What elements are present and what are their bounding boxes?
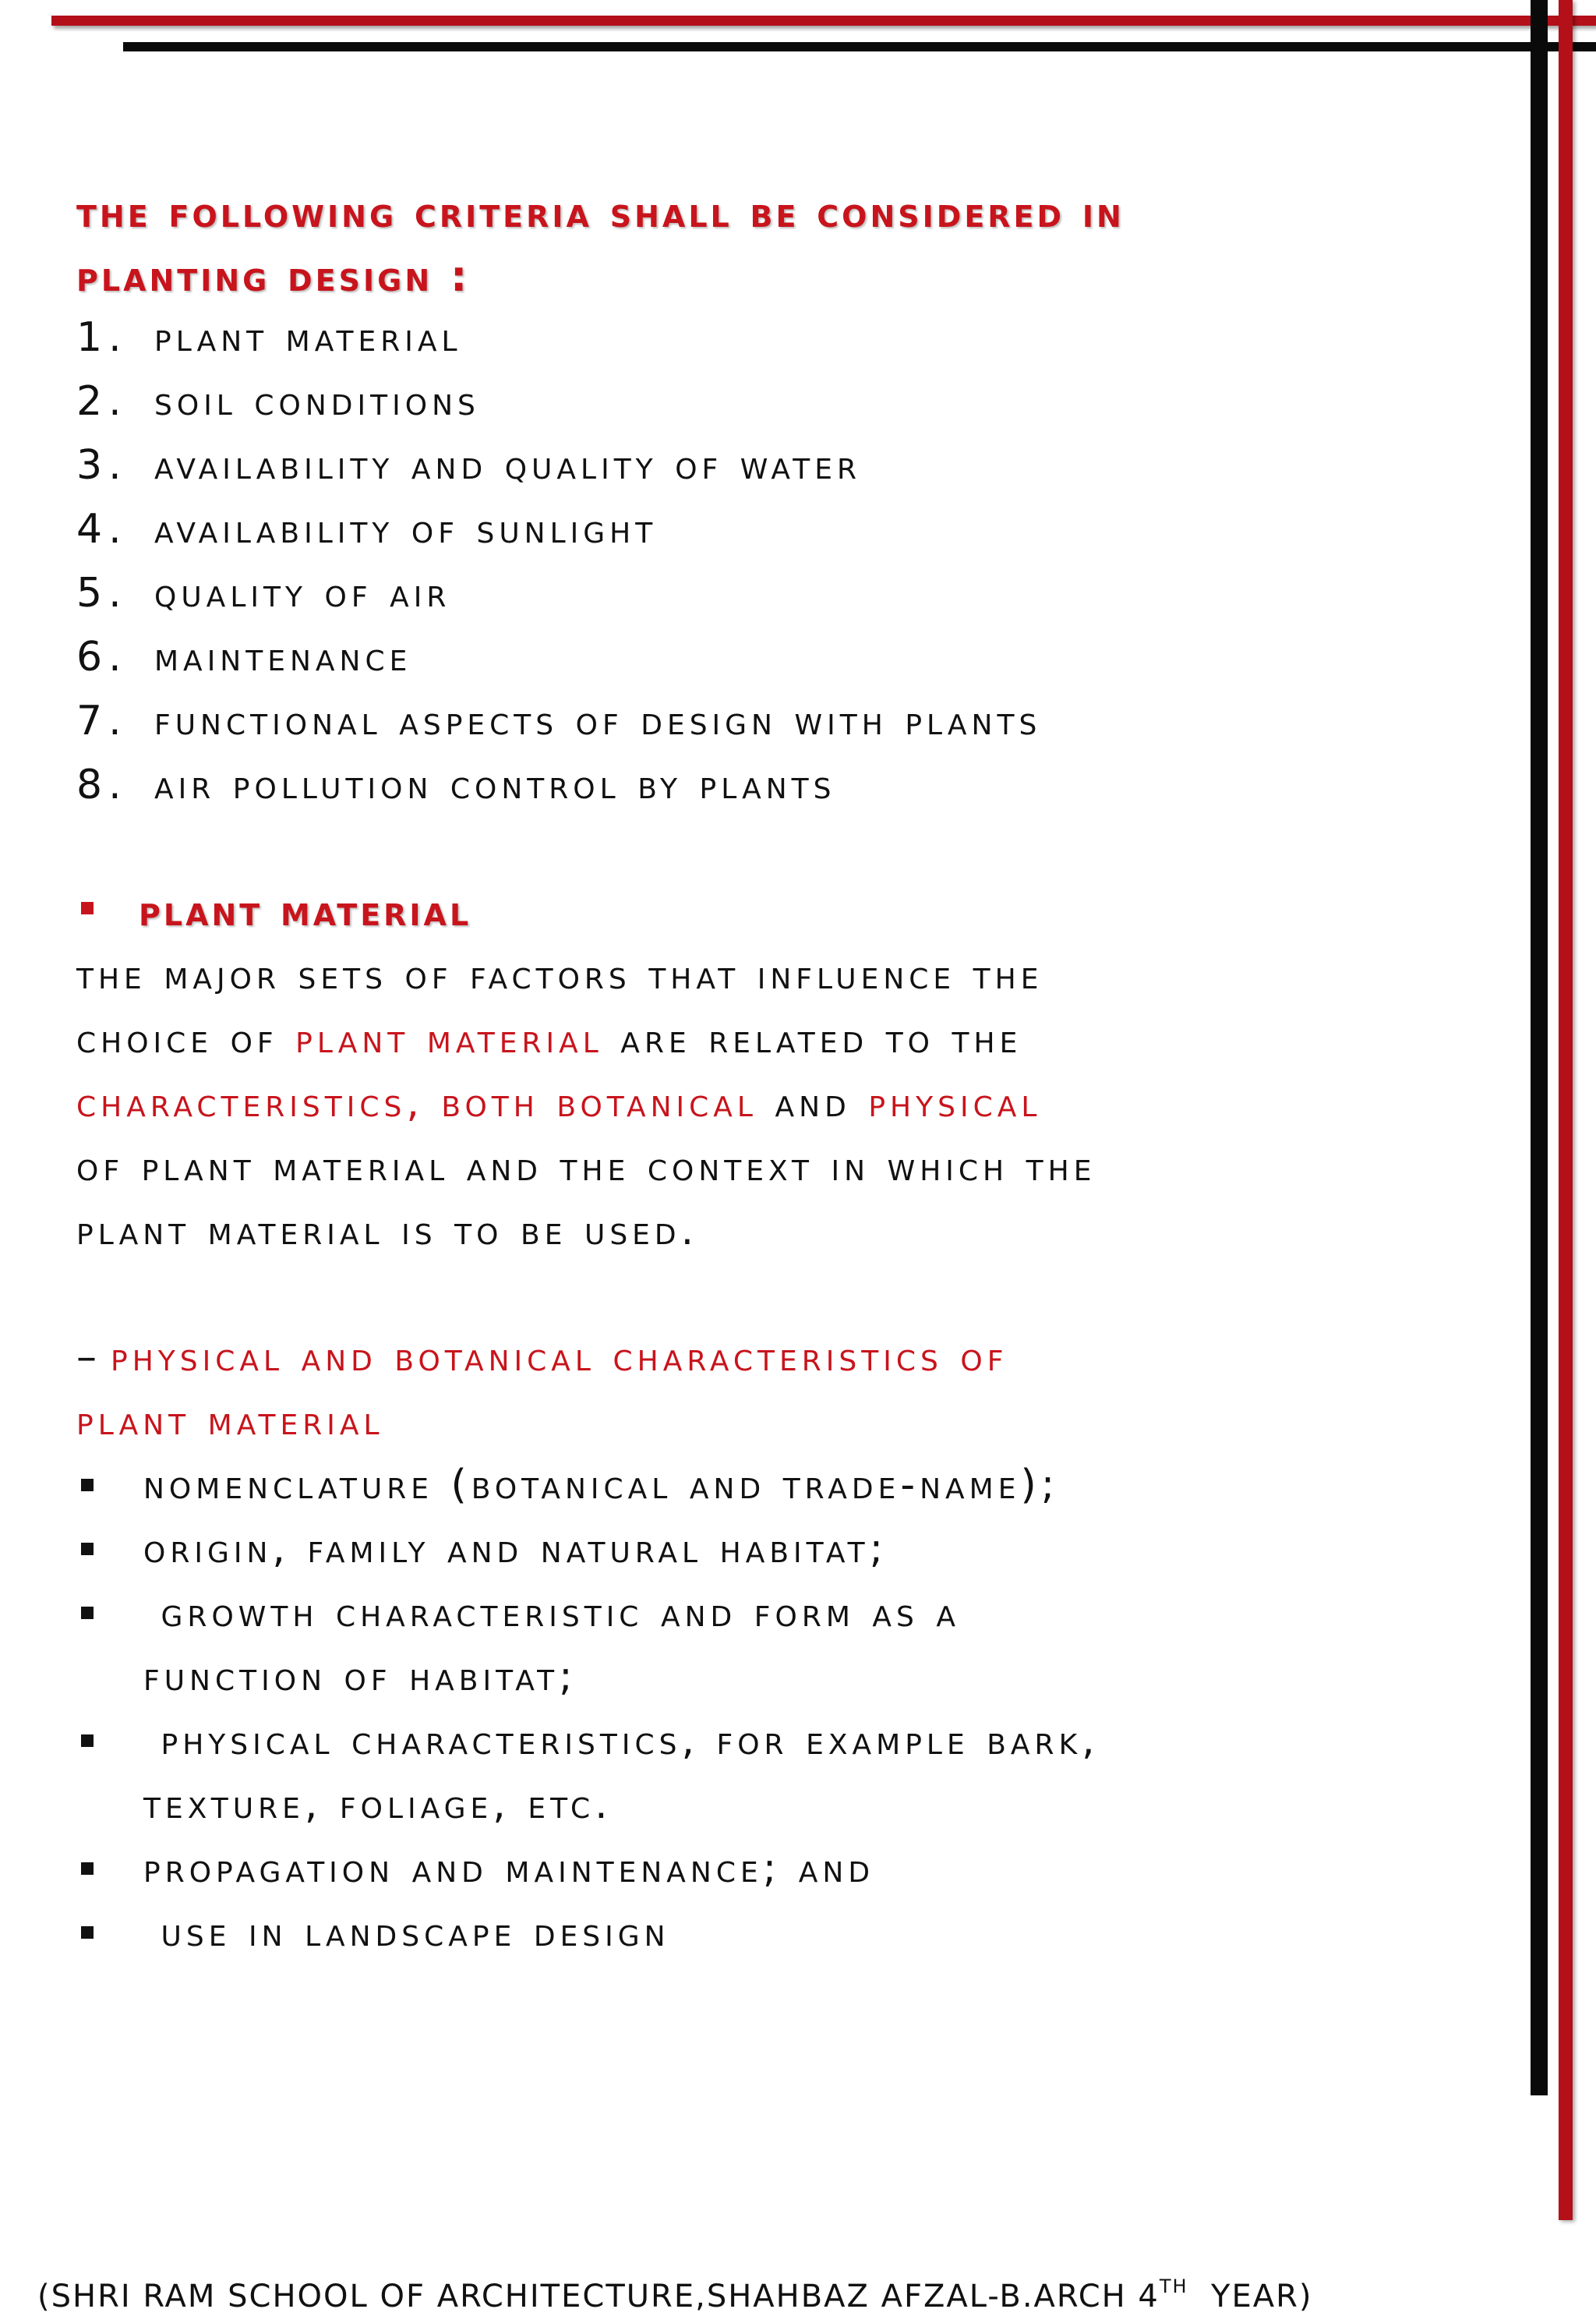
criteria-heading xyxy=(76,181,1495,309)
subsection-title-line-2: plant material xyxy=(76,1398,384,1444)
list-item-continuation: function of habitat; xyxy=(143,1653,577,1700)
criteria-number: 6. xyxy=(76,634,128,681)
section-title-text: plant material xyxy=(139,886,472,935)
paragraph-line xyxy=(76,1007,1495,1071)
right-red-rule xyxy=(1559,0,1573,2220)
criteria-number: 7. xyxy=(76,698,128,744)
criteria-item xyxy=(76,369,1041,433)
footer-credit xyxy=(37,2267,1588,2316)
list-item xyxy=(76,1517,1495,1581)
criteria-text: plant material xyxy=(154,314,462,361)
highlight-text: characteristics, both botanical xyxy=(76,1080,757,1126)
criteria-number: 4. xyxy=(76,506,128,553)
list-item xyxy=(76,1581,1495,1709)
criteria-number: 2. xyxy=(76,378,128,425)
section-title xyxy=(76,879,471,943)
highlight-text: physical xyxy=(868,1080,1042,1126)
criteria-text: air pollution control by plants xyxy=(154,762,836,808)
criteria-list xyxy=(76,306,1041,817)
list-item-text: physical characteristics, for example bark, xyxy=(143,1717,1100,1764)
characteristics-list xyxy=(76,1453,1495,1964)
list-item xyxy=(76,1901,1495,1964)
footer-superscript: TH xyxy=(1159,2275,1188,2297)
list-item-text: nomenclature (botanical and trade-name); xyxy=(143,1462,1060,1508)
dash-glyph: – xyxy=(76,1334,97,1381)
footer-text: (SHRI RAM SCHOOL OF ARCHITECTURE,SHAHBAZ AFZAL-B.ARCH 4 xyxy=(37,2279,1160,2314)
criteria-number: 3. xyxy=(76,442,128,489)
criteria-item xyxy=(76,306,1041,369)
list-item xyxy=(76,1453,1495,1517)
top-black-rule xyxy=(123,42,1596,51)
square-bullet-icon xyxy=(81,902,94,914)
criteria-number: 1. xyxy=(76,314,128,361)
criteria-item xyxy=(76,561,1041,625)
top-red-rule xyxy=(51,16,1596,26)
paragraph-line xyxy=(76,1071,1495,1135)
list-item xyxy=(76,1709,1495,1837)
criteria-heading-line-1: the following criteria shall be considered in xyxy=(76,188,1125,237)
list-item-text: growth characteristic and form as a xyxy=(143,1589,961,1636)
criteria-item xyxy=(76,497,1041,561)
list-item xyxy=(76,1837,1495,1901)
footer-text-end: YEAR) xyxy=(1188,2279,1313,2314)
criteria-text: quality of air xyxy=(154,570,451,617)
list-item-continuation: texture, foliage, etc. xyxy=(143,1781,613,1828)
list-item-text: origin, family and natural habitat; xyxy=(143,1526,888,1572)
list-item-text: use in landscape design xyxy=(143,1909,670,1956)
highlight-text: plant material xyxy=(295,1016,603,1063)
criteria-text: maintenance xyxy=(154,634,412,681)
criteria-item xyxy=(76,689,1041,753)
paragraph-line: of plant material and the context in which the xyxy=(76,1144,1096,1190)
section-paragraph xyxy=(76,943,1495,1263)
paragraph-line: plant material is to be used. xyxy=(76,1208,699,1254)
right-black-rule xyxy=(1531,0,1548,2095)
criteria-heading-line-2: planting design : xyxy=(76,252,471,301)
criteria-text: functional aspects of design with plants xyxy=(154,698,1042,744)
subsection-title xyxy=(76,1325,1495,1453)
criteria-item xyxy=(76,753,1041,817)
paragraph-text: choice of xyxy=(76,1016,296,1063)
subsection-title-line-1: physical and botanical characteristics of xyxy=(111,1334,1008,1381)
criteria-item xyxy=(76,433,1041,497)
list-item-text: propagation and maintenance; and xyxy=(143,1845,875,1892)
criteria-text: availability and quality of water xyxy=(154,442,861,489)
criteria-item xyxy=(76,625,1041,689)
criteria-text: availability of sunlight xyxy=(154,506,658,553)
criteria-number: 5. xyxy=(76,570,128,617)
criteria-text: soil conditions xyxy=(154,378,480,425)
paragraph-line: the major sets of factors that influence the xyxy=(76,952,1043,999)
paragraph-text: are related to the xyxy=(602,1016,1022,1063)
criteria-number: 8. xyxy=(76,762,128,808)
paragraph-text: and xyxy=(757,1080,869,1126)
